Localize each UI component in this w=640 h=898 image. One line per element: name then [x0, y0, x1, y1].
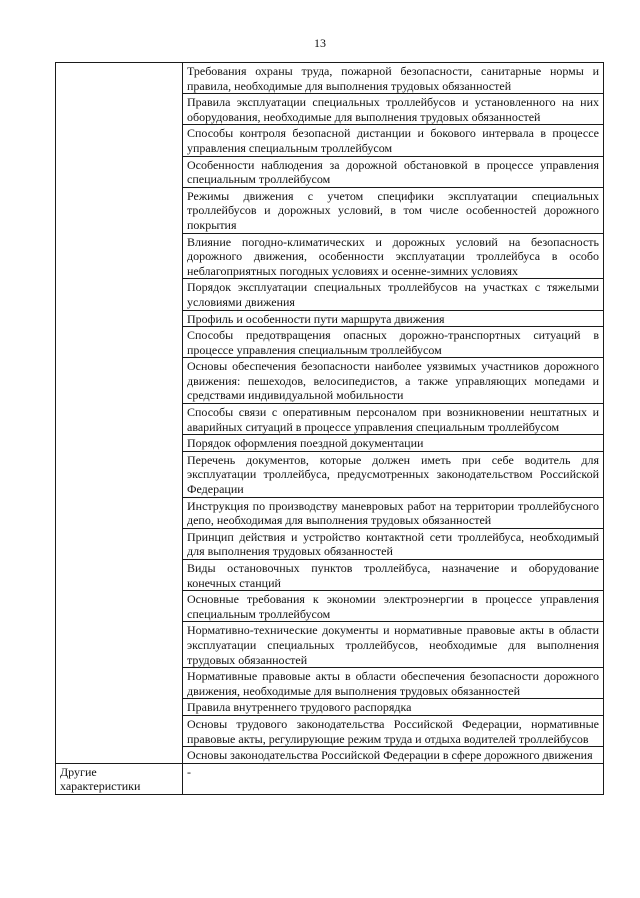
list-item: Основные требования к экономии электроэнергии в процессе управления специальным троллейбусом — [183, 591, 604, 622]
list-item: Основы трудового законодательства Российской Федерации, нормативные правовые акты, регулирующие режим труда и отдыха водителей троллейбусов — [183, 715, 604, 746]
list-item: Профиль и особенности пути маршрута движения — [183, 310, 604, 327]
list-item: Правила внутреннего трудового распорядка — [183, 699, 604, 716]
table-row — [56, 63, 604, 94]
list-item: Порядок оформления поездной документации — [183, 435, 604, 452]
list-item: Способы связи с оперативным персоналом при возникновении нештатных и аварийных ситуаций в процессе управления специальным троллейбусом — [183, 404, 604, 435]
left-column-cell — [56, 63, 183, 764]
list-item: Способы предотвращения опасных дорожно-транспортных ситуаций в процессе управления специальным троллейбусом — [183, 327, 604, 358]
list-item: Нормативно-технические документы и нормативные правовые акты в области эксплуатации специальных троллейбусов, необходимые для выполнения трудовых обязанностей — [183, 622, 604, 668]
list-item: Нормативные правовые акты в области обеспечения безопасности дорожного движения, необходимые для выполнения трудовых обязанностей — [183, 668, 604, 699]
list-item: Принцип действия и устройство контактной сети троллейбуса, необходимый для выполнения трудовых обязанностей — [183, 528, 604, 559]
list-item: Способы контроля безопасной дистанции и бокового интервала в процессе управления специальным троллейбусом — [183, 125, 604, 156]
table-row-other — [56, 763, 604, 794]
list-item: Режимы движения с учетом специфики эксплуатации специальных троллейбусов и дорожных условий, в том числе особенностей дорожного покрытия — [183, 187, 604, 233]
list-item: Перечень документов, которые должен иметь при себе водитель для эксплуатации троллейбуса, предусмотренных законодательством Российской Федерации — [183, 451, 604, 497]
list-item: Инструкция по производству маневровых работ на территории троллейбусного депо, необходимая для выполнения трудовых обязанностей — [183, 497, 604, 528]
list-item: Правила эксплуатации специальных троллейбусов и установленного на них оборудования, необходимые для выполнения трудовых обязанностей — [183, 94, 604, 125]
list-item: Особенности наблюдения за дорожной обстановкой в процессе управления специальным троллейбусом — [183, 156, 604, 187]
other-characteristics-label: Другие характеристики — [56, 763, 183, 794]
other-characteristics-value: - — [183, 763, 604, 794]
list-item: Виды остановочных пунктов троллейбуса, назначение и оборудование конечных станций — [183, 560, 604, 591]
page-number: 13 — [314, 36, 326, 50]
knowledge-table — [55, 62, 604, 795]
list-item: Требования охраны труда, пожарной безопасности, санитарные нормы и правила, необходимые для выполнения трудовых обязанностей — [183, 63, 604, 94]
list-item: Основы законодательства Российской Федерации в сфере дорожного движения — [183, 747, 604, 764]
list-item: Порядок эксплуатации специальных троллейбусов на участках с тяжелыми условиями движения — [183, 279, 604, 310]
list-item: Влияние погодно-климатических и дорожных условий на безопасность дорожного движения, особенности эксплуатации троллейбуса в особо неблагоприятных погодных условиях и осенне-зимних условиях — [183, 233, 604, 279]
list-item: Основы обеспечения безопасности наиболее уязвимых участников дорожного движения: пешеходов, велосипедистов, а также управляющих мопедами и средствами индивидуальной мобильности — [183, 358, 604, 404]
